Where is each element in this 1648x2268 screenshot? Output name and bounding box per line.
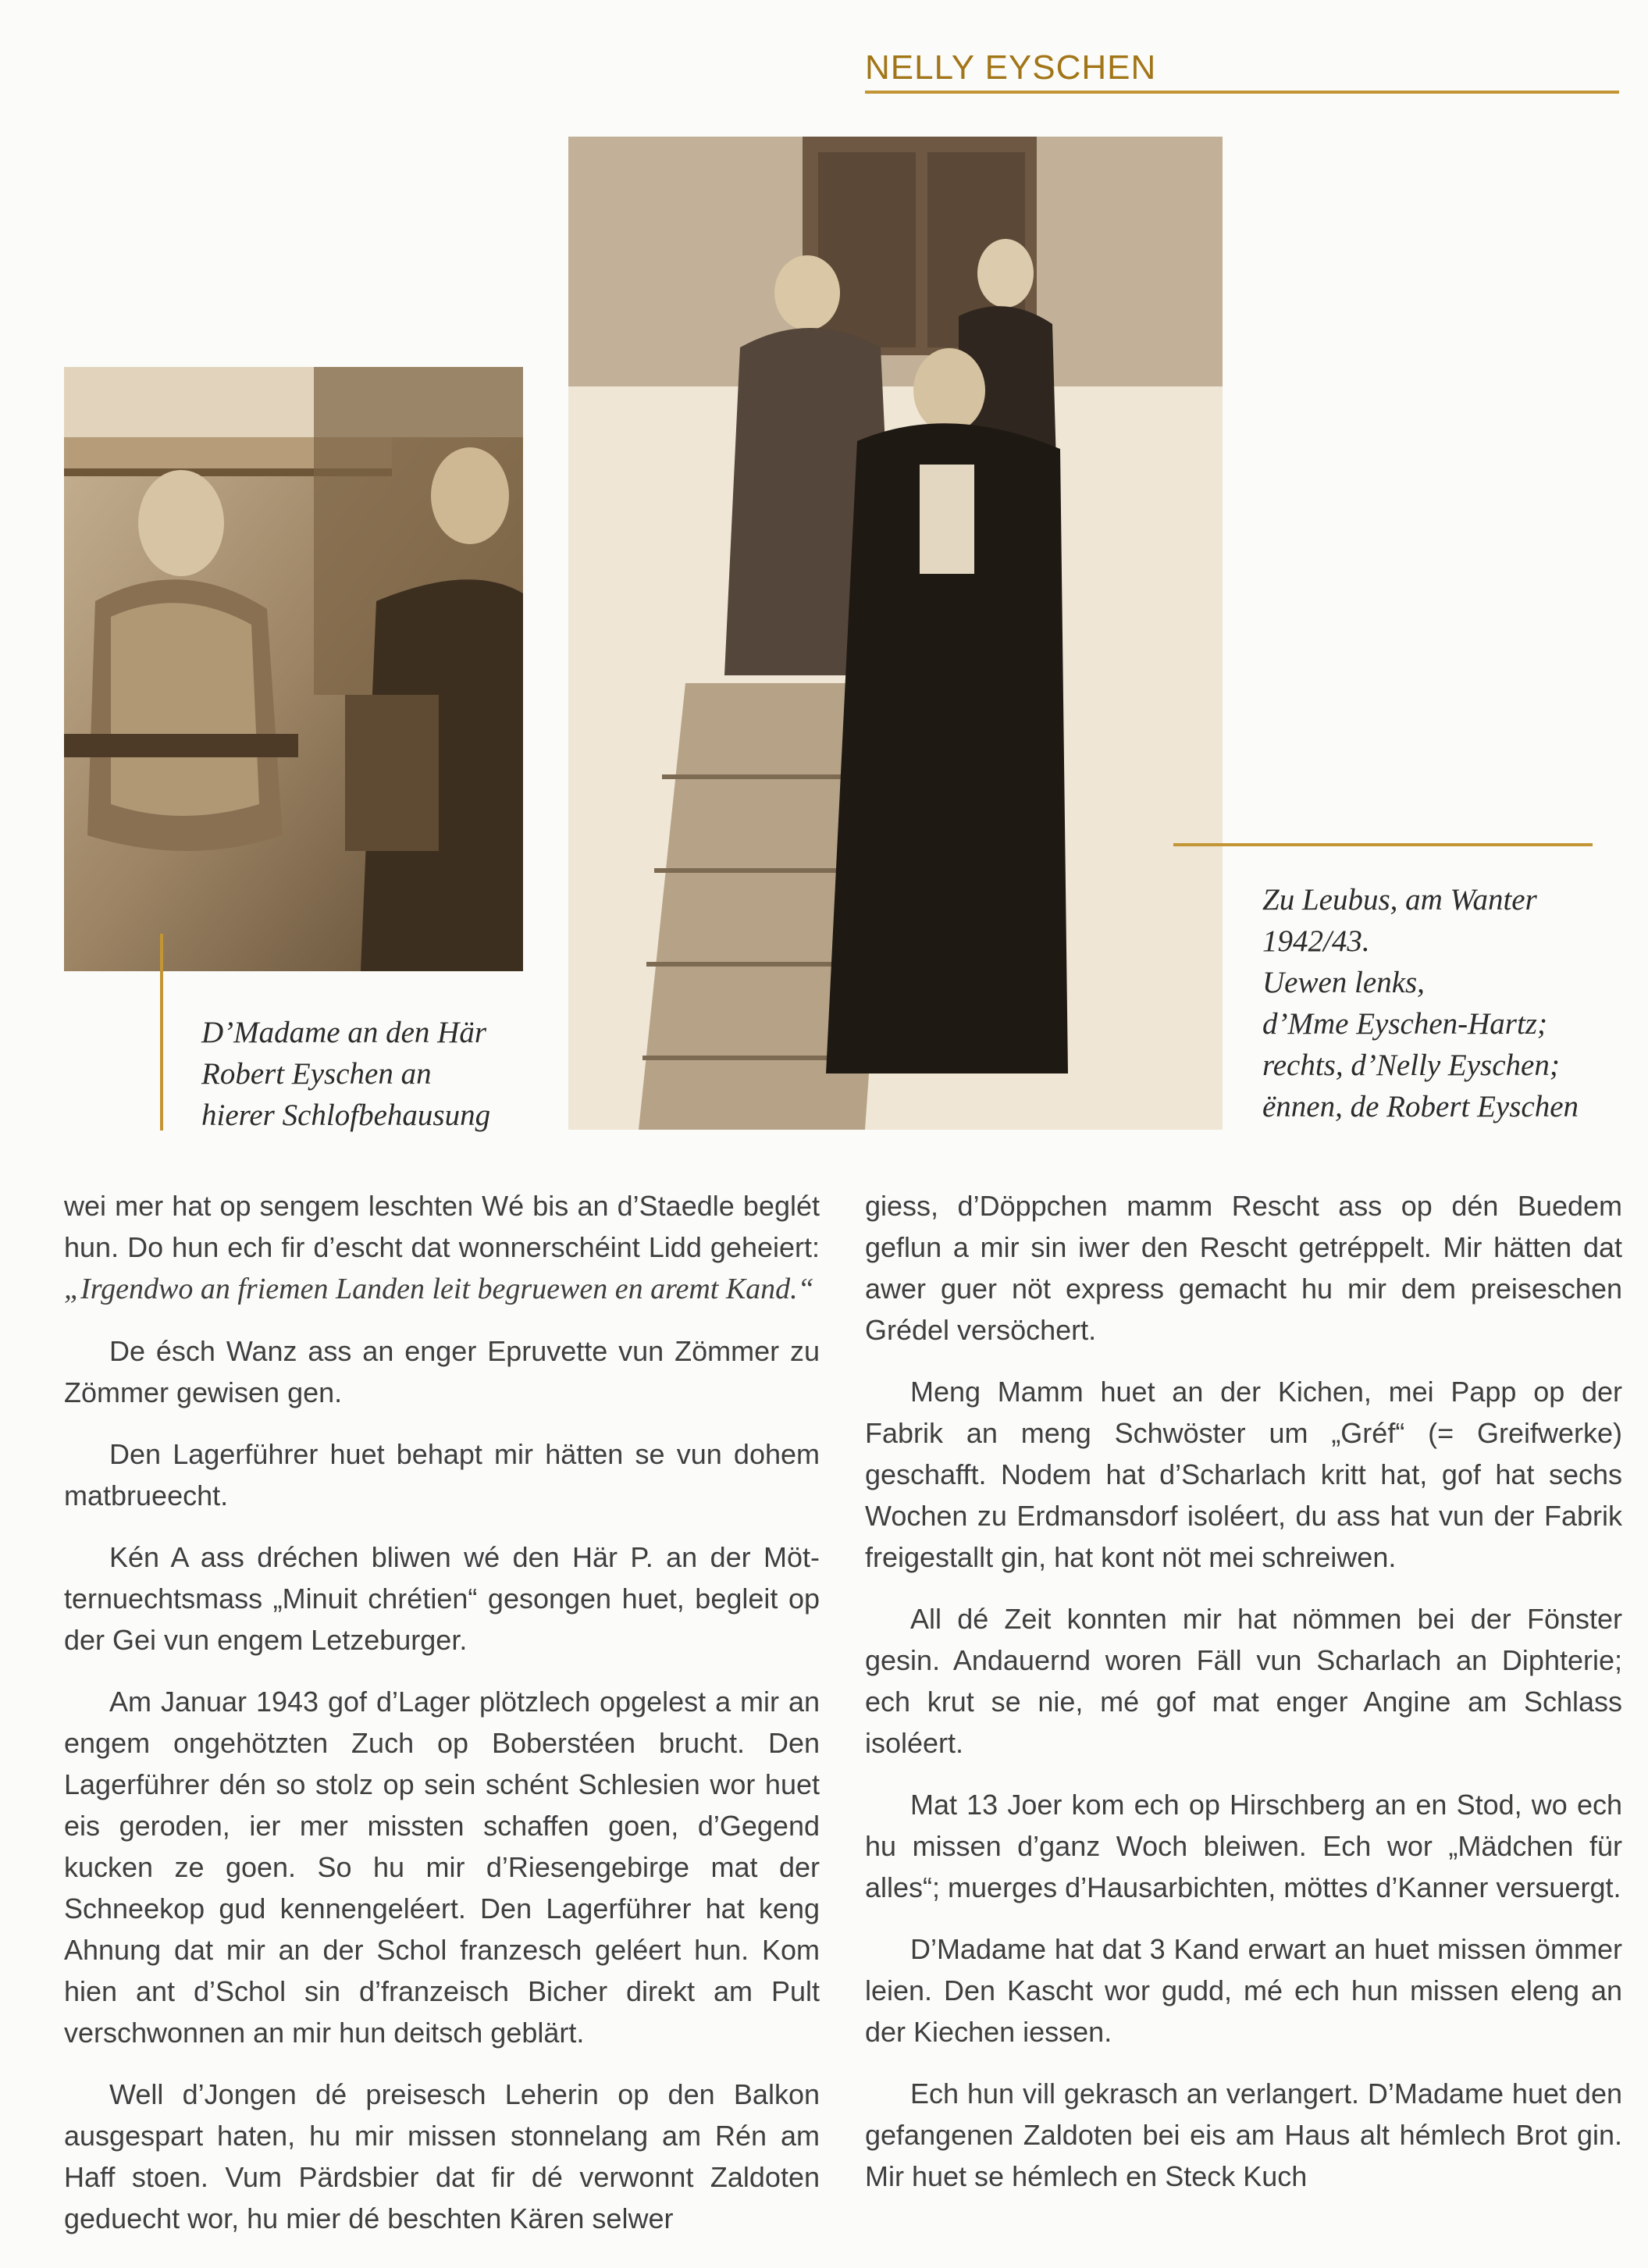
- caption-line: Uewen lenks,: [1262, 966, 1425, 999]
- body-column-left: [64, 1185, 820, 2239]
- paragraph: Well d’Jongen dé preisesch Leherin op den Balkon ausgespart haten, hu mir missen stonnelang am Rén am Haff stoen. Vum Pärdsbier dat fir dé verwonnt Zaldoten geduecht wor, hu mier dé beschten Kären selwer: [64, 2078, 820, 2234]
- caption-left-rule: [160, 934, 163, 1130]
- paragraph: Ech hun vill gekrasch an verlangert. D’Madame huet den gefangenen Zaldoten bei eis am Haus alt hémlech Brot gin. Mir huet se hémlech en Steck Kuch: [865, 2078, 1622, 2192]
- page-header-title: NELLY EYSCHEN: [865, 48, 1157, 87]
- paragraph: [64, 1185, 820, 1310]
- caption-line: 1942/43.: [1262, 924, 1370, 958]
- photo-stairs: [568, 137, 1223, 1130]
- paragraph: Den Lagerführer huet behapt mir hätten se vun dohem matbrueecht.: [64, 1438, 820, 1511]
- paragraph: Meng Mamm huet an der Kichen, mei Papp op der Fabrik an meng Schwöster um „Gréf“ (= Greifwerke) geschafft. Nodem hat d’Scharlach kritt hat, gof hat sechs Wochen zu Erdmansdorf isoléert, du ass hat vun der Fabrik freigestallt gin, hat kont nöt mei schreiwen.: [865, 1376, 1622, 1573]
- paragraph: Kén A ass dréchen bliwen wé den Här P. an der Mötternuechtsmass „Minuit chrétien“ gesongen huet, begleit op der Gei vun engem Letzeburger.: [64, 1541, 820, 1656]
- paragraph: All dé Zeit konnten mir hat nömmen bei der Fönster gesin. Andauernd woren Fäll vun Scharlach an Diphterie; ech krut se nie, mé gof mat enger Angine am Schlass isoléert.: [865, 1603, 1622, 1759]
- paragraph-text: wei mer hat op sengem leschten Wé bis an d’Staedle beglét hun. Do hun ech fir d’escht dat wonnerschéint Lidd geheiert:: [64, 1190, 820, 1263]
- paragraph: giess, d’Döppchen mamm Rescht ass op dén Buedem geflun a mir sin iwer den Rescht getréppelt. Mir hätten dat awer guer nöt express gemacht hu mir dem preiseschen Grédel versöchert.: [865, 1190, 1622, 1346]
- caption-line: ënnen, de Robert Eyschen: [1262, 1090, 1579, 1123]
- caption-line: rechts, d’Nelly Eyschen;: [1262, 1049, 1560, 1082]
- paragraph: Am Januar 1943 gof d’Lager plötzlech opgelest a mir an engem ongehötzten Zuch op Boberstéen brucht. Den Lagerführer dén so stolz op sein schént Schlesien wor huet eis geroden, ier mer missten schaffen goen, d’Gegend kucken ze goen. So hu mir d’Riesengebirge mat der Schneekop gud kennengeléert. Den Lagerführer hat keng Ahnung dat mir an der Schol franzesch geléert hun. Kom hien ant d’Schol sin d’franzeisch Bicher direkt am Pult verschwonnen an mir hun deitsch geblärt.: [64, 1686, 820, 2049]
- paragraph: Mat 13 Joer kom ech op Hirschberg an en Stod, wo ech hu missen d’ganz Woch bleiwen. Ech wor „Mädchen für alles“; muerges d’Hausarbichten, möttes d’Kanner versuergt.: [865, 1789, 1622, 1903]
- caption-line: D’Madame an den Här: [201, 1016, 487, 1049]
- paragraph: D’Madame hat dat 3 Kand erwart an huet missen ömmer leien. Den Kascht wor gudd, mé ech hun missen eleng an der Kiechen iessen.: [865, 1933, 1622, 2048]
- caption-left: [201, 1012, 568, 1136]
- caption-line: Zu Leubus, am Wanter: [1262, 883, 1537, 917]
- song-quote: „Irgendwo an friemen Landen leit begruewen en aremt Kand.“: [64, 1273, 814, 1305]
- photo-stairs-image: [568, 137, 1223, 1130]
- photo-interior: [64, 367, 523, 971]
- caption-line: Robert Eyschen an: [201, 1057, 432, 1091]
- photo-interior-image: [64, 367, 523, 971]
- caption-line: d’Mme Eyschen-Hartz;: [1262, 1007, 1547, 1041]
- paragraph: De ésch Wanz ass an enger Epruvette vun Zömmer zu Zömmer gewisen gen.: [64, 1335, 820, 1408]
- caption-right-rule: [1173, 843, 1593, 846]
- caption-right: [1262, 879, 1637, 1127]
- caption-line: hierer Schlofbehausung: [201, 1098, 491, 1132]
- header-rule: [865, 91, 1619, 94]
- body-column-right: [865, 1185, 1622, 2197]
